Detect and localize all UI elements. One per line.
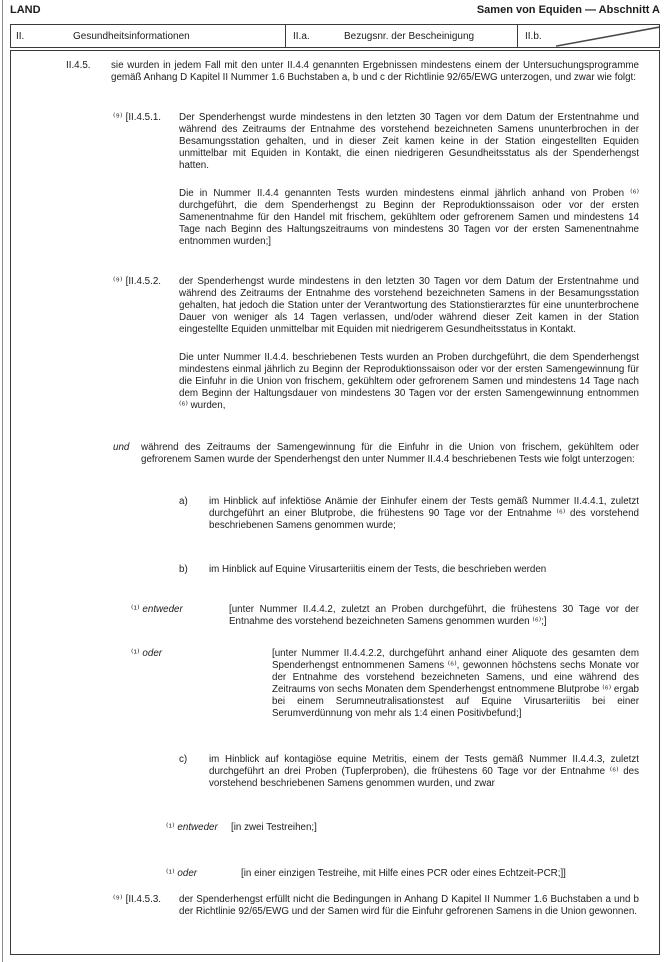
point-letter: a): [179, 496, 188, 507]
page-scan-edge: [2, 0, 3, 962]
footnote-marker: ⁽⁹⁾: [113, 894, 123, 905]
clause-number: ⁽⁹⁾ [II.4.5.3.: [113, 894, 162, 905]
clause-II-4-5-1-continuation: [179, 188, 639, 248]
point-text: im Hinblick auf infektiöse Anämie der Einhufer einem der Tests gemäß Nummer II.4.4.1, zuletzt durchgeführt an einer Blutprobe, die frühestens 90 Tage vor der Entnahme ⁽⁶⁾ des vorstehend beschriebenen Samens genommen wurde;: [209, 496, 639, 531]
clause-text: der Spenderhengst wurde mindestens in den letzten 30 Tagen vor dem Datum der Erstentnahme und während des Zeitraums der Entnahme des vorstehend bezeichneten Samens in der Besamungsstation gehalten, hat jedoch die Station unter der Verantwortung des Stationstierarztes für eine ununterbrochene Dauer von weniger als 14 Tagen verlassen, und/oder während dieser Zeit kamen in der Station eingestellte Equiden unmittelbar mit Equiden mit niedrigerem Gesundheitsstatus in Kontakt.: [179, 276, 639, 335]
point-text: im Hinblick auf Equine Virusarteriitis einem der Tests, die beschrieben werden: [209, 564, 547, 575]
reference-number: II.a.: [293, 30, 310, 42]
option-c-entweder: [166, 822, 639, 834]
option-b-entweder: [131, 604, 639, 628]
clause-und: [113, 442, 639, 466]
option-text: [unter Nummer II.4.4.2.2, durchgeführt anhand einer Aliquote des gesamten dem Spenderhengst entnommenen Samens ⁽⁶⁾, gewonnen höchstens sechs Monate vor der Entnahme des vorstehend bezeichneten Samens, und eine während des Zeitraums von sechs Monaten dem Spenderhengst entnommene Blutprobe ⁽⁶⁾ ergab bei einem Serumneutralisationstest auf Equine Virusarteriitis bei einer Serumverdünnung von mehr als 1:4 einen Positivbefund;]: [272, 648, 639, 719]
header-cell-local-reference: [518, 25, 659, 47]
conjunction-label: und: [113, 442, 130, 453]
clause-number: ⁽⁹⁾ [II.4.5.2.: [113, 276, 162, 287]
clause-II-4-5-2: [113, 276, 639, 336]
option-label: ⁽¹⁾ oder: [131, 648, 163, 659]
clause-text: Der Spenderhengst wurde mindestens in den letzten 30 Tagen vor dem Datum der Erstentnahme und während des Zeitraums der Entnahme des vorstehend bezeichneten Samens ununterbrochen in der Besamungsstation gehalten, und in dieser Zeit kamen keine in der Station eingestellten Equiden unmittelbar mit Equiden in Kontakt, die einen niedrigeren Gesundheitsstatus als der Spenderhengst hatten.: [179, 112, 639, 171]
clause-text: Die unter Nummer II.4.4. beschriebenen Tests wurden an Proben durchgeführt, die dem Spenderhengst mindestens einmal jährlich zu Beginn der Reproduktionssaison oder vor der ersten Samengewinnung für die Einfuhr in die Union von frischem, gekühltem oder gefrorenem Samen und mindestens 14 Tage nach dem Beginn der Haltungsdauer von mindestens 30 Tagen vor der ersten Samengewinnung entnommen ⁽⁶⁾ wurden,: [179, 352, 639, 411]
clause-number: II.4.5.: [66, 60, 91, 71]
footnote-marker: ⁽¹⁾: [131, 604, 140, 615]
certificate-body: [10, 50, 660, 955]
option-label: ⁽¹⁾ entweder: [131, 604, 183, 615]
footnote-marker: ⁽¹⁾: [166, 822, 175, 833]
option-text: [unter Nummer II.4.4.2, zuletzt an Proben durchgeführt, die frühestens 30 Tage vor der Entnahme des vorstehend bezeichneten Samens genommen wurden ⁽⁶⁾;]: [229, 604, 639, 627]
footnote-marker: ⁽¹⁾: [131, 648, 140, 659]
clause-II-4-5-1: [113, 112, 639, 172]
option-label: ⁽¹⁾ oder: [166, 868, 198, 879]
local-reference-number: II.b.: [525, 30, 542, 42]
part-label: Gesundheitsinformationen: [73, 30, 190, 42]
point-b: [179, 564, 639, 576]
clause-II-4-5: [66, 60, 639, 84]
page-header: [10, 4, 660, 17]
header-cell-reference: [286, 25, 518, 47]
reference-label: Bezugsnr. der Bescheinigung: [344, 30, 475, 42]
option-c-oder: [166, 868, 639, 880]
option-text: [in einer einzigen Testreihe, mit Hilfe eines PCR oder eines Echtzeit-PCR;]]: [241, 868, 566, 879]
clause-text: Die in Nummer II.4.4 genannten Tests wurden mindestens einmal jährlich anhand von Proben ⁽⁶⁾ durchgeführt, die dem Spenderhengst zu Beginn der Reproduktionssaison oder vor der ersten Samenentnahme für den Handel mit frischem, gekühltem oder gefrorenem Samen und mindestens 14 Tage nach Beginn des Haltungszeitraums von mindestens 30 Tagen vor der ersten Samenentnahme entnommen wurden;]: [179, 188, 639, 247]
header-table: [10, 24, 660, 48]
point-letter: c): [179, 754, 188, 765]
diagonal-strikethrough: [518, 25, 659, 47]
country-label: LAND: [10, 4, 41, 16]
clause-text: sie wurden in jedem Fall mit den unter II.4.4 genannten Ergebnissen mindestens einem der Untersuchungsprogramme gemäß Anhang D Kapitel II Nummer 1.6 Buchstaben a, b und c der Richtlinie 92/65/EWG unterzogen, und zwar wie folgt:: [111, 60, 639, 83]
part-number: II.: [16, 30, 25, 42]
footnote-marker: ⁽¹⁾: [166, 868, 175, 879]
point-a: [179, 496, 639, 532]
point-text: im Hinblick auf kontagiöse equine Metritis, einem der Tests gemäß Nummer II.4.4.3, zuletzt durchgeführt an drei Proben (Tupferproben), die frühestens 60 Tage vor der Entnahme ⁽⁶⁾ des vorstehend beschriebenen Samens genommen wurden, und zwar: [209, 754, 639, 789]
clause-text: der Spenderhengst erfüllt nicht die Bedingungen in Anhang D Kapitel II Nummer 1.6 Buchstaben a und b der Richtlinie 92/65/EWG und der Samen wird für die Einfuhr gefrorenen Samens in die Union gewonnen.: [179, 894, 639, 917]
option-b-oder: [131, 648, 639, 720]
clause-II-4-5-2-continuation: [179, 352, 639, 412]
option-label: ⁽¹⁾ entweder: [166, 822, 218, 833]
point-letter: b): [179, 564, 188, 575]
certificate-title: Samen von Equiden — Abschnitt A: [476, 4, 660, 16]
footnote-marker: ⁽⁹⁾: [113, 112, 123, 123]
clause-number: ⁽⁹⁾ [II.4.5.1.: [113, 112, 162, 123]
point-c: [179, 754, 639, 790]
option-text: [in zwei Testreihen;]: [231, 822, 317, 833]
clause-II-4-5-3: [113, 894, 639, 918]
footnote-marker: ⁽⁹⁾: [113, 276, 123, 287]
clause-text: während des Zeitraums der Samengewinnung für die Einfuhr in die Union von frischem, gekühltem oder gefrorenem Samen wurde der Spenderhengst den unter Nummer II.4.4 beschriebenen Tests wie folgt unterzogen:: [141, 442, 639, 465]
header-cell-part: [11, 25, 286, 47]
